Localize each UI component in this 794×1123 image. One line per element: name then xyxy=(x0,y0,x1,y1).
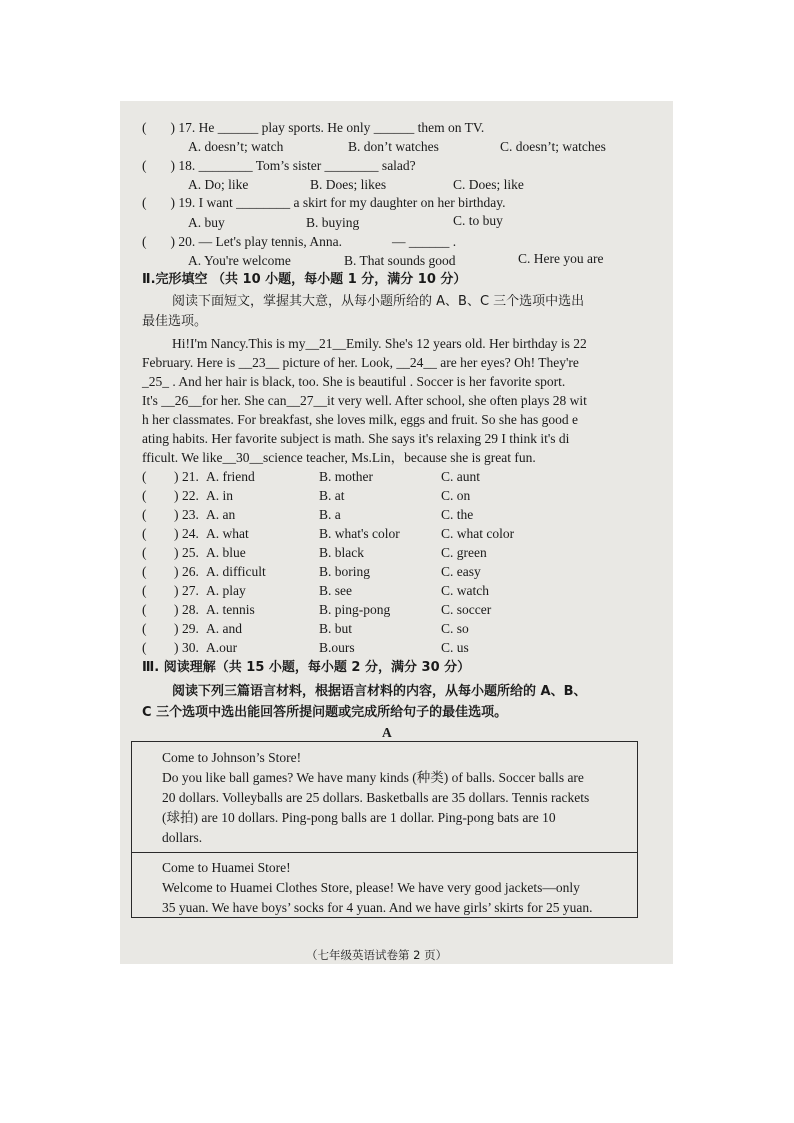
option-c: C. Here you are xyxy=(518,251,604,266)
passage-line: Hi!I'm Nancy.This is my__21__Emily. She's 12 years old. Her birthday is 22 xyxy=(172,336,587,351)
option-c: C. Does; like xyxy=(453,177,524,192)
option-c: C. doesn’t; watches xyxy=(500,139,606,154)
question-stem: He ______ play sports. He only ______ them on TV. xyxy=(198,120,485,135)
option-a: A. You're welcome xyxy=(188,253,291,268)
cloze-question-22: ( ) 22. A. in B. at C. on xyxy=(142,488,471,503)
cloze-question-23: ( ) 23. A. an B. a C. the xyxy=(142,507,474,522)
option-a: A. buy xyxy=(188,215,225,230)
cloze-question-28: ( ) 28. A. tennis B. ping-pong C. soccer xyxy=(142,602,492,617)
section-3-instruction: 阅读下列三篇语言材料，根据语言材料的内容，从每小题所给的 A、B、 xyxy=(172,684,587,699)
box-divider xyxy=(132,852,637,853)
question-17: ( ) 17. He ______ play sports. He only ______ them on TV. xyxy=(142,120,485,135)
cloze-question-29: ( ) 29. A. and B. but C. so xyxy=(142,621,469,636)
option-a: A. Do; like xyxy=(188,177,249,192)
passage-label: A xyxy=(382,725,392,740)
cloze-question-26: ( ) 26. A. difficult B. boring C. easy xyxy=(142,564,481,579)
option-b: B. don’t watches xyxy=(348,139,439,154)
passage-line: It's __26__for her. She can__27__it very well. After school, she often plays 28 wit xyxy=(142,393,587,408)
page-footer: （七年级英语试卷第 2 页） xyxy=(306,948,448,962)
store-ad-line: dollars. xyxy=(162,830,203,845)
passage-line: _25_ . And her hair is black, too. She is beautiful . Soccer is her favorite sport. xyxy=(142,374,566,389)
question-number: 19. xyxy=(178,195,196,210)
question-stem: — Let's play tennis, Anna. xyxy=(198,234,343,249)
section-3-instruction-cont: C 三个选项中选出能回答所提问题或完成所给句子的最佳选项。 xyxy=(142,705,508,720)
store-ad-title: Come to Huamei Store! xyxy=(162,860,291,875)
option-b: B. That sounds good xyxy=(344,253,456,268)
question-19: ( ) 19. I want ________ a skirt for my daughter on her birthday. xyxy=(142,195,506,210)
question-stem: ________ Tom’s sister ________ salad? xyxy=(198,158,416,173)
question-18: ( ) 18. ________ Tom’s sister ________ salad? xyxy=(142,158,416,173)
store-ad-line: Do you like ball games? We have many kinds (种类) of balls. Soccer balls are xyxy=(162,770,584,785)
option-b: B. buying xyxy=(306,215,360,230)
passage-line: fficult. We like__30__science teacher, Ms.Lin，because she is great fun. xyxy=(142,450,536,465)
question-stem-reply: — ______ . xyxy=(392,234,457,249)
option-b: B. Does; likes xyxy=(310,177,387,192)
option-c: C. to buy xyxy=(453,213,503,228)
section-3-heading: Ⅲ. 阅读理解（共 15 小题，每小题 2 分，满分 30 分） xyxy=(142,660,471,675)
section-2-heading: Ⅱ.完形填空 （共 10 小题，每小题 1 分，满分 10 分） xyxy=(142,272,467,287)
passage-line: h her classmates. For breakfast, she loves milk, eggs and fruit. So she has good e xyxy=(142,412,579,427)
store-ad-line: Welcome to Huamei Clothes Store, please! We have very good jackets—only xyxy=(162,880,580,895)
question-stem: I want ________ a skirt for my daughter on her birthday. xyxy=(198,195,506,210)
store-ad-title: Come to Johnson’s Store! xyxy=(162,750,302,765)
exam-page xyxy=(120,101,673,964)
option-a: A. doesn’t; watch xyxy=(188,139,284,154)
question-number: 17. xyxy=(178,120,196,135)
question-number: 18. xyxy=(178,158,196,173)
answer-paren-open: ( xyxy=(142,120,147,135)
passage-line: ating habits. Her favorite subject is math. She says it's relaxing 29 I think it's di xyxy=(142,431,570,446)
section-2-instruction-cont: 最佳选项。 xyxy=(142,314,208,329)
question-number: 20. xyxy=(178,234,196,249)
cloze-question-27: ( ) 27. A. play B. see C. watch xyxy=(142,583,489,598)
reading-passage-box xyxy=(131,741,638,918)
cloze-question-25: ( ) 25. A. blue B. black C. green xyxy=(142,545,487,560)
passage-line: February. Here is __23__ picture of her. Look, __24__ are her eyes? Oh! They're xyxy=(142,355,579,370)
cloze-question-24: ( ) 24. A. what B. what's color C. what color xyxy=(142,526,515,541)
section-2-instruction: 阅读下面短文，掌握其大意，从每小题所给的 A、B、C 三个选项中选出 xyxy=(172,294,585,309)
cloze-question-30: ( ) 30. A.our B.ours C. us xyxy=(142,640,469,655)
cloze-question-21: ( ) 21. A. friend B. mother C. aunt xyxy=(142,469,480,484)
store-ad-line: 35 yuan. We have boys’ socks for 4 yuan. And we have girls’ skirts for 25 yuan. xyxy=(162,900,593,915)
question-20: ( ) 20. — Let's play tennis, Anna. xyxy=(142,234,343,249)
store-ad-line: (球拍) are 10 dollars. Ping-pong balls are 1 dollar. Ping-pong bats are 10 xyxy=(162,810,556,825)
store-ad-line: 20 dollars. Volleyballs are 25 dollars. Basketballs are 35 dollars. Tennis rackets xyxy=(162,790,590,805)
